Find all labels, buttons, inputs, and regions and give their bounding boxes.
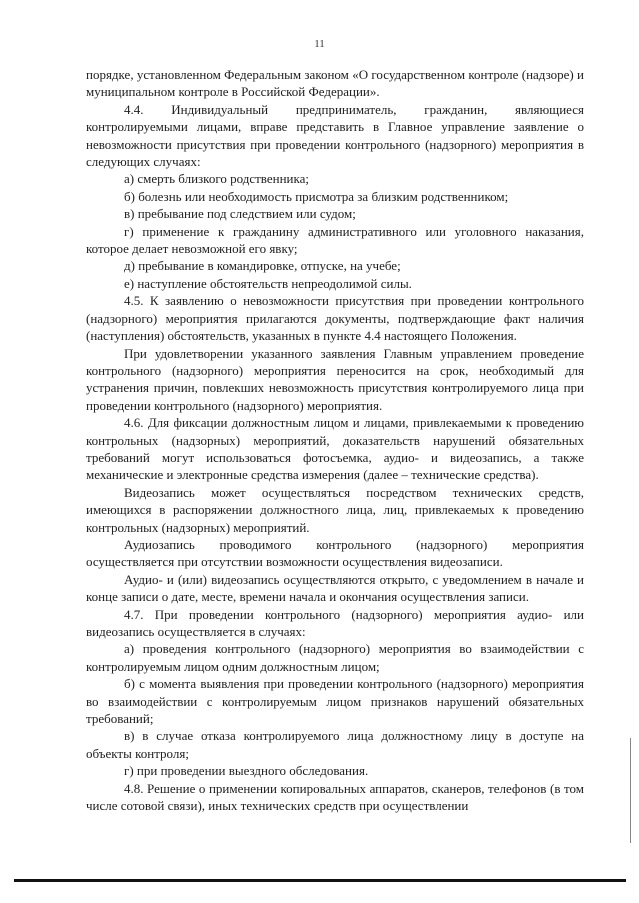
paragraph: 4.6. Для фиксации должностным лицом и лицами, привлекаемыми к проведению контрольных (надзорных) мероприятий, доказательств нарушений обязательных требований могут использоваться фотосъемка, аудио- и видеозапись, а также механические и электронные средства измерения (далее – технические средства). (86, 415, 584, 483)
paragraph: Видеозапись может осуществляться посредством технических средств, имеющихся в распоряжении должностного лица, лиц, привлекаемых к проведению контрольных (надзорных) мероприятий. (86, 484, 584, 535)
paragraph: Аудио- и (или) видеозапись осуществляются открыто, с уведомлением в начале и конце записи о дате, месте, времени начала и окончания осуществления записи. (86, 571, 584, 605)
list-item: г) применение к гражданину административного или уголовного наказания, которое делает невозможной его явку; (86, 223, 584, 257)
paragraph: 4.4. Индивидуальный предприниматель, гражданин, являющиеся контролируемыми лицами, вправе представить в Главное управление заявление о невозможности присутствия при проведении контрольного (надзорного) мероприятия в следующих случаях: (86, 101, 584, 170)
page-number: 11 (314, 38, 325, 50)
list-item: а) смерть близкого родственника; (124, 171, 309, 187)
list-item: в) пребывание под следствием или судом; (124, 206, 356, 222)
list-item: а) проведения контрольного (надзорного) мероприятия во взаимодействии с контролируемым лицом одним должностным лицом; (86, 641, 584, 674)
scan-edge-mark (630, 738, 631, 843)
paragraph: 4.5. К заявлению о невозможности присутствия при проведении контрольного (надзорного) мероприятия прилагаются документы, подтверждающие факт наличия (наступления) обстоятельств, указанных в пункте 4.4 настоящего Положения. (86, 293, 584, 344)
paragraph: 4.8. Решение о применении копировальных аппаратов, сканеров, телефонов (в том числе сотовой связи), иных технических средств при осуществлении (86, 780, 584, 814)
list-item: б) болезнь или необходимость присмотра за близким родственником; (124, 188, 509, 204)
document-body (86, 66, 584, 814)
list-item: е) наступление обстоятельств непреодолимой силы. (124, 275, 412, 291)
list-item: б) с момента выявления при проведении контрольного (надзорного) мероприятия во взаимодействии с контролируемым лицом признаков нарушений обязательных требований; (86, 676, 584, 727)
paragraph: Аудиозапись проводимого контрольного (надзорного) мероприятия осуществляется при отсутствии возможности осуществления видеозаписи. (86, 536, 584, 570)
list-item: в) в случае отказа контролируемого лица должностному лицу в доступе на объекты контроля; (86, 728, 584, 761)
paragraph: При удовлетворении указанного заявления Главным управлением проведение контрольного (надзорного) мероприятия переносится на срок, необходимый для устранения причин, повлекших невозможность присутствия контролируемого лица при проведении контрольного (надзорного) мероприятия. (86, 345, 584, 413)
list-item: д) пребывание в командировке, отпуске, на учебе; (124, 258, 401, 274)
bottom-rule (14, 879, 626, 882)
list-item: г) при проведении выездного обследования. (124, 763, 369, 779)
paragraph: порядке, установленном Федеральным законом «О государственном контроле (надзоре) и муниципальном контроле в Российской Федерации». (86, 67, 584, 100)
paragraph: 4.7. При проведении контрольного (надзорного) мероприятия аудио- или видеозапись осуществляется в случаях: (86, 606, 584, 639)
